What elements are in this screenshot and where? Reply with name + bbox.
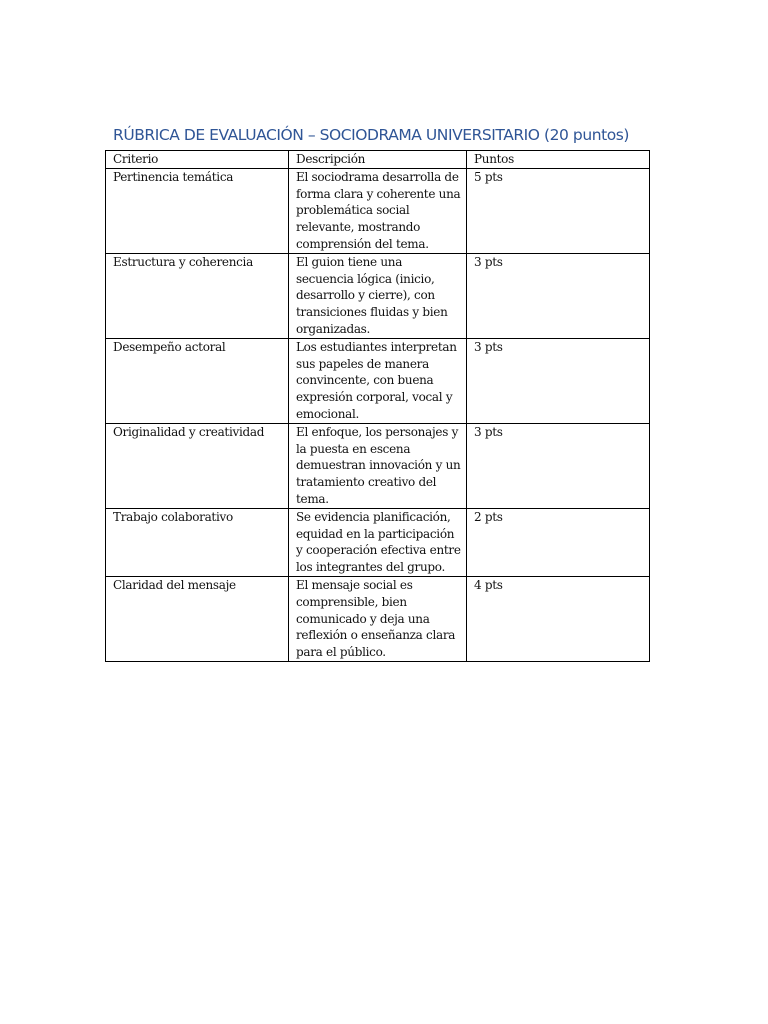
cell-descripcion: El enfoque, los personajes y la puesta en escena demuestran innovación y un tratamiento creativo del tema. (289, 423, 467, 508)
cell-descripcion: El guion tiene una secuencia lógica (inicio, desarrollo y cierre), con transiciones fluidas y bien organizadas. (289, 253, 467, 338)
header-descripcion: Descripción (289, 151, 467, 169)
table-row (106, 253, 650, 338)
cell-criterio: Pertinencia temática (106, 168, 289, 253)
table-row (106, 508, 650, 576)
cell-criterio: Estructura y coherencia (106, 253, 289, 338)
cell-puntos: 5 pts (467, 168, 650, 253)
rubric-table (105, 150, 650, 662)
cell-puntos: 3 pts (467, 423, 650, 508)
header-criterio: Criterio (106, 151, 289, 169)
table-row (106, 338, 650, 423)
document-title: RÚBRICA DE EVALUACIÓN – SOCIODRAMA UNIVERSITARIO (20 puntos) (113, 126, 629, 144)
table-row (106, 423, 650, 508)
table-row (106, 576, 650, 661)
cell-puntos: 3 pts (467, 338, 650, 423)
cell-puntos: 2 pts (467, 508, 650, 576)
table-row (106, 168, 650, 253)
cell-puntos: 3 pts (467, 253, 650, 338)
cell-descripcion: Los estudiantes interpretan sus papeles de manera convincente, con buena expresión corporal, vocal y emocional. (289, 338, 467, 423)
cell-criterio: Originalidad y creatividad (106, 423, 289, 508)
cell-criterio: Trabajo colaborativo (106, 508, 289, 576)
cell-criterio: Desempeño actoral (106, 338, 289, 423)
table-header-row (106, 151, 650, 169)
header-puntos: Puntos (467, 151, 650, 169)
cell-descripcion: El sociodrama desarrolla de forma clara y coherente una problemática social relevante, mostrando comprensión del tema. (289, 168, 467, 253)
cell-criterio: Claridad del mensaje (106, 576, 289, 661)
cell-descripcion: El mensaje social es comprensible, bien comunicado y deja una reflexión o enseñanza clara para el público. (289, 576, 467, 661)
cell-descripcion: Se evidencia planificación, equidad en la participación y cooperación efectiva entre los integrantes del grupo. (289, 508, 467, 576)
cell-puntos: 4 pts (467, 576, 650, 661)
